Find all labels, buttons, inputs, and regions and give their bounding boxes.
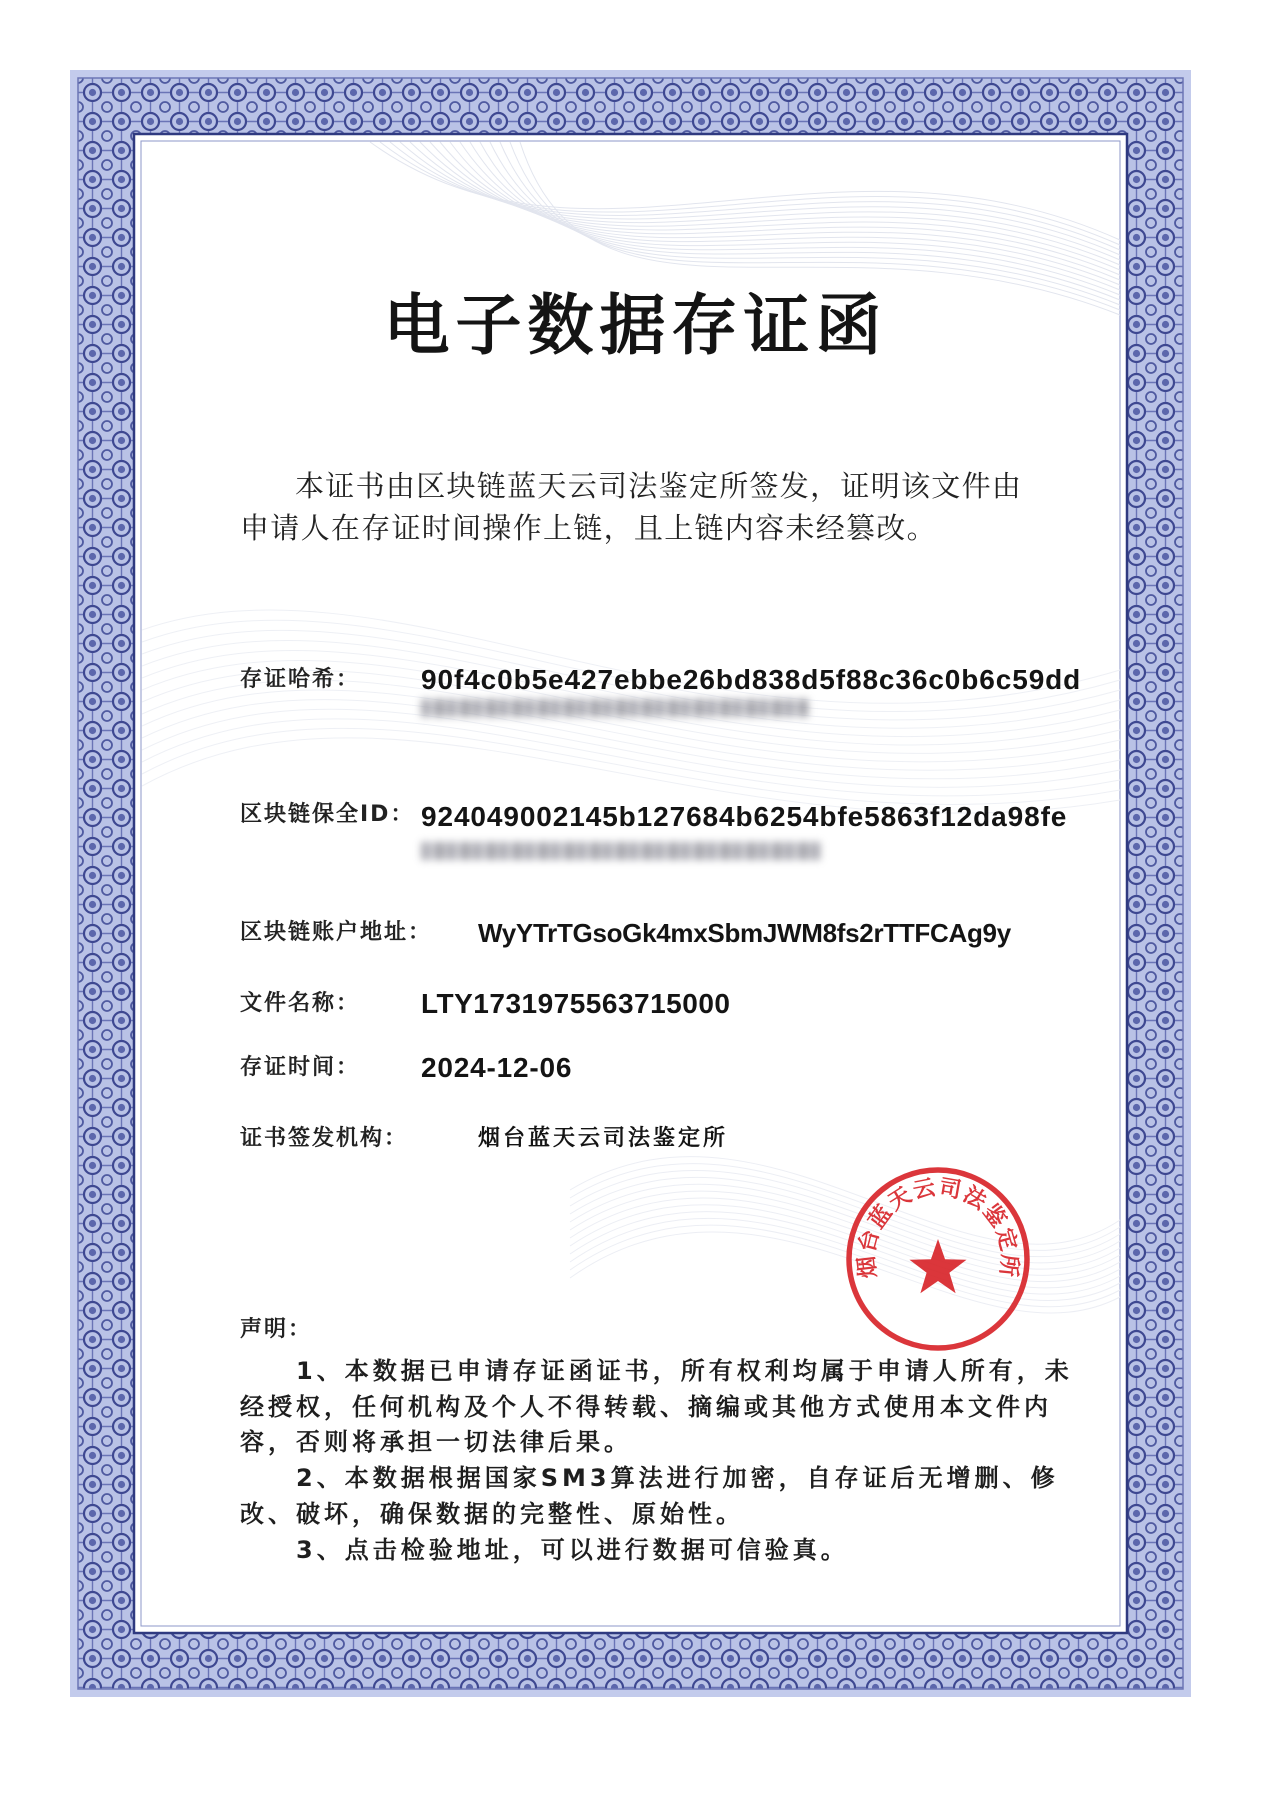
declaration-item-2-line-1: 2、本数据根据国家SM3算法进行加密，自存证后无增删、修 <box>296 1464 1059 1492</box>
declaration-item-1-line-1: 1、本数据已申请存证函证书，所有权利均属于申请人所有，未 <box>296 1357 1073 1385</box>
issuer-value: 烟台蓝天云司法鉴定所 <box>478 1126 729 1151</box>
intro-line-2: 申请人在存证时间操作上链，且上链内容未经篡改。 <box>240 511 937 545</box>
timestamp-value: 2024-12-06 <box>421 1052 573 1083</box>
official-seal <box>838 1159 1038 1359</box>
seal-text-arc: 烟台蓝天云司法鉴定所 <box>853 1174 1023 1280</box>
hash-value: 90f4c0b5e427ebbe26bd838d5f88c36c0b6c59dd <box>421 664 1082 695</box>
timestamp-label: 存证时间： <box>240 1055 361 1080</box>
intro-line-1: 本证书由区块链蓝天云司法鉴定所签发，证明该文件由 <box>295 469 1023 503</box>
star-icon <box>909 1239 966 1293</box>
redacted-hash-continuation <box>421 699 809 717</box>
hash-label: 存证哈希： <box>240 667 361 692</box>
account-address-value: WyYTrTGsoGk4mxSbmJWM8fs2rTTFCAg9y <box>478 918 1011 948</box>
declaration-item-2-line-2: 改、破坏，确保数据的完整性、原始性。 <box>240 1500 744 1528</box>
document-title: 电子数据存证函 <box>383 287 888 364</box>
blockchain-id-label: 区块链保全ID： <box>240 802 415 827</box>
declaration-item-1-line-3: 容，否则将承担一切法律后果。 <box>240 1428 632 1456</box>
issuer-label: 证书签发机构： <box>240 1126 409 1151</box>
declaration-item-1-line-2: 经授权，任何机构及个人不得转载、摘编或其他方式使用本文件内 <box>240 1393 1052 1421</box>
declaration-item-3-line-1: 3、点击检验地址，可以进行数据可信验真。 <box>296 1536 849 1564</box>
file-name-label: 文件名称： <box>240 991 361 1016</box>
declaration-heading: 声明： <box>240 1317 313 1342</box>
file-name-value: LTY1731975563715000 <box>421 988 731 1019</box>
blockchain-id-value: 924049002145b127684b6254bfe5863f12da98fe <box>421 801 1068 832</box>
account-address-label: 区块链账户地址： <box>240 920 433 945</box>
redacted-id-continuation <box>421 842 821 860</box>
